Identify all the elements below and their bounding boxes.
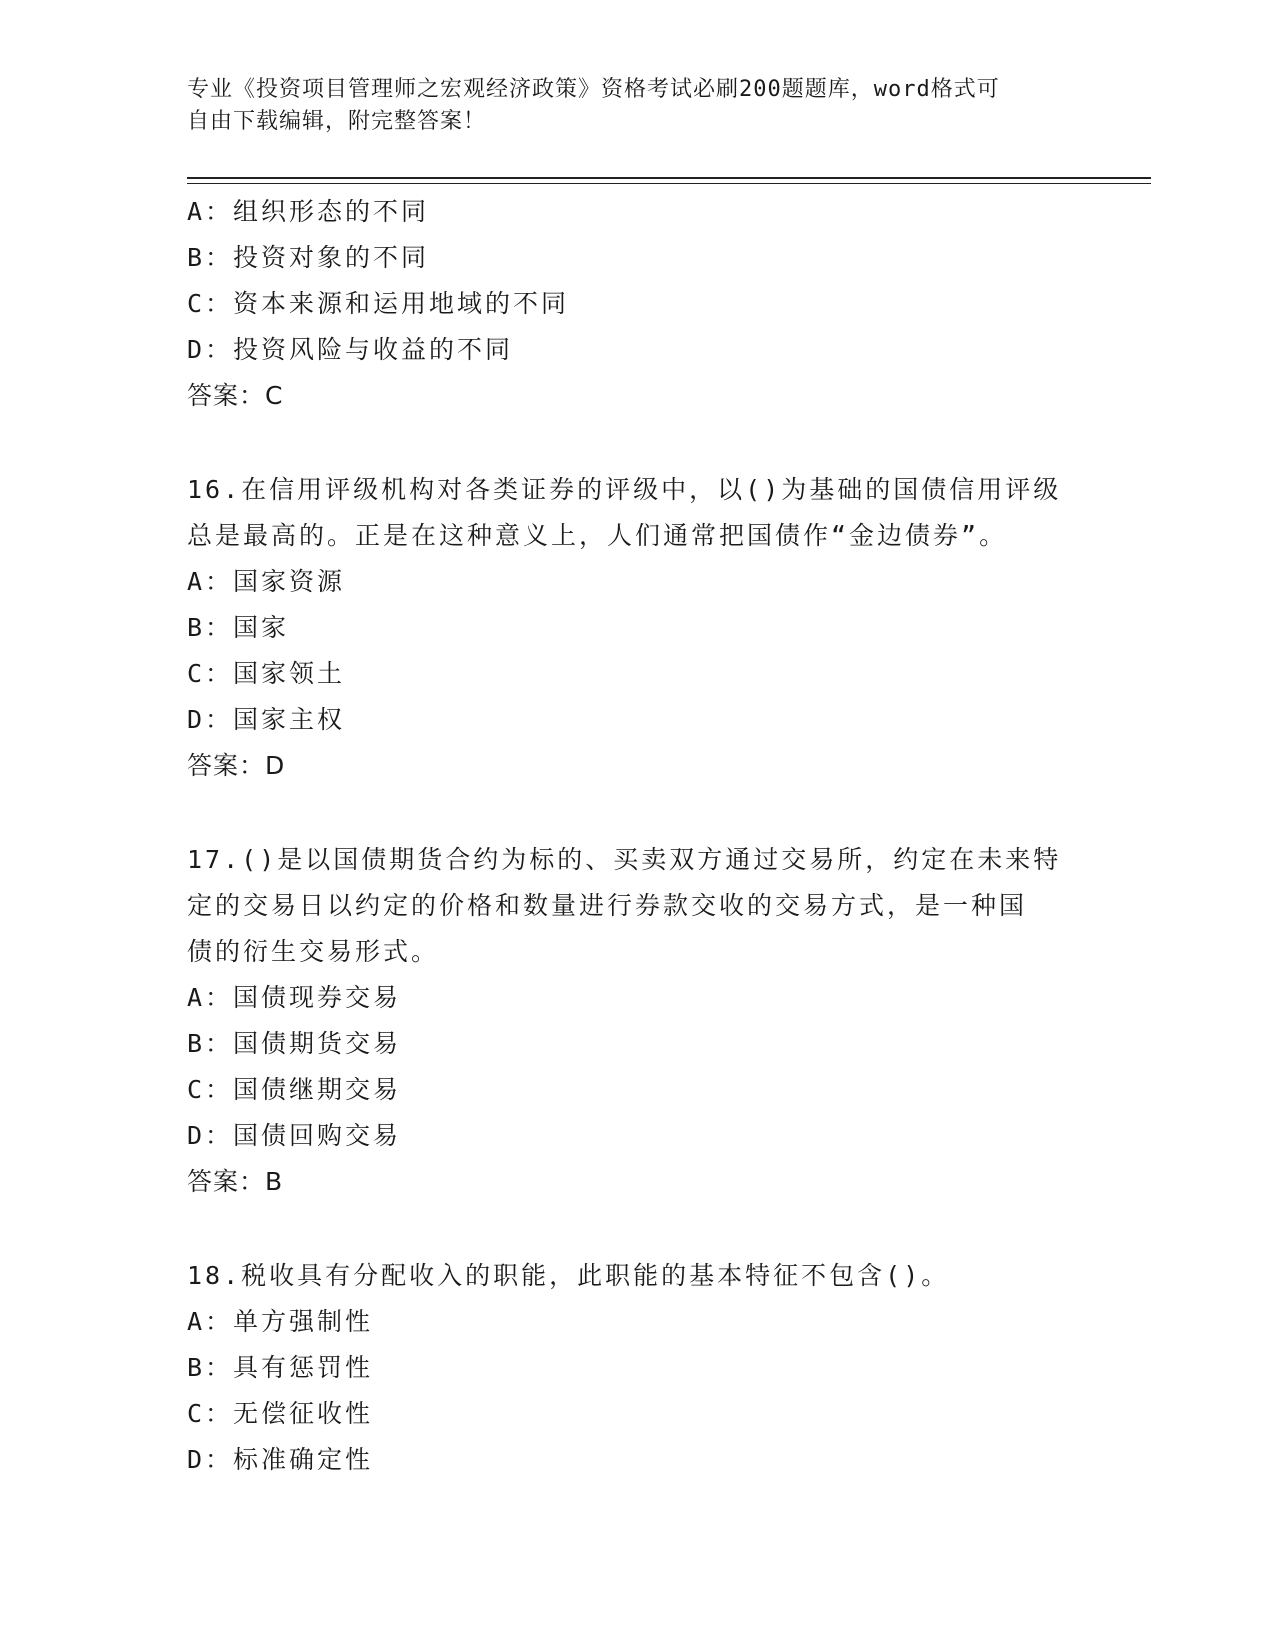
question-stem-line: 总是最高的。正是在这种意义上，人们通常把国债作“金边债券”。: [187, 521, 1008, 550]
option-c: C：无偿征收性: [187, 1399, 374, 1428]
option-a: A：组织形态的不同: [187, 197, 430, 226]
question-stem-line: 定的交易日以约定的价格和数量进行券款交收的交易方式，是一种国: [187, 891, 1028, 920]
question-16: [187, 467, 1087, 789]
header-line-2: 自由下载编辑，附完整答案！: [187, 109, 487, 134]
option-d: D：国家主权: [187, 705, 346, 734]
question-stem-line: 18.税收具有分配收入的职能，此职能的基本特征不包含()。: [187, 1261, 950, 1290]
option-a: A：国债现券交易: [187, 983, 402, 1012]
answer: 答案：D: [187, 751, 286, 780]
option-b: B：国家: [187, 613, 290, 642]
question-stem-line: 17.()是以国债期货合约为标的、买卖双方通过交易所，约定在未来特: [187, 845, 1062, 874]
option-a: A：单方强制性: [187, 1307, 374, 1336]
option-b: B：国债期货交易: [187, 1029, 402, 1058]
question-15: [187, 189, 1087, 419]
header-divider-thick: [187, 177, 1151, 179]
option-b: B：具有惩罚性: [187, 1353, 374, 1382]
option-a: A：国家资源: [187, 567, 346, 596]
header-line-1: 专业《投资项目管理师之宏观经济政策》资格考试必刷200题题库，word格式可: [187, 77, 1000, 102]
question-list: [187, 189, 1087, 1483]
answer: 答案：B: [187, 1167, 284, 1196]
question-17: [187, 837, 1087, 1205]
option-b: B：投资对象的不同: [187, 243, 430, 272]
option-c: C：国债继期交易: [187, 1075, 402, 1104]
option-c: C：国家领土: [187, 659, 346, 688]
answer: 答案：C: [187, 381, 284, 410]
question-stem-line: 16.在信用评级机构对各类证券的评级中，以()为基础的国债信用评级: [187, 475, 1062, 504]
option-d: D：国债回购交易: [187, 1121, 402, 1150]
header-divider-thin: [187, 183, 1151, 184]
document-header: [187, 74, 1087, 138]
question-stem-line: 债的衍生交易形式。: [187, 937, 440, 966]
option-c: C：资本来源和运用地域的不同: [187, 289, 570, 318]
option-d: D：标准确定性: [187, 1445, 374, 1474]
option-d: D：投资风险与收益的不同: [187, 335, 514, 364]
question-18: [187, 1253, 1087, 1483]
